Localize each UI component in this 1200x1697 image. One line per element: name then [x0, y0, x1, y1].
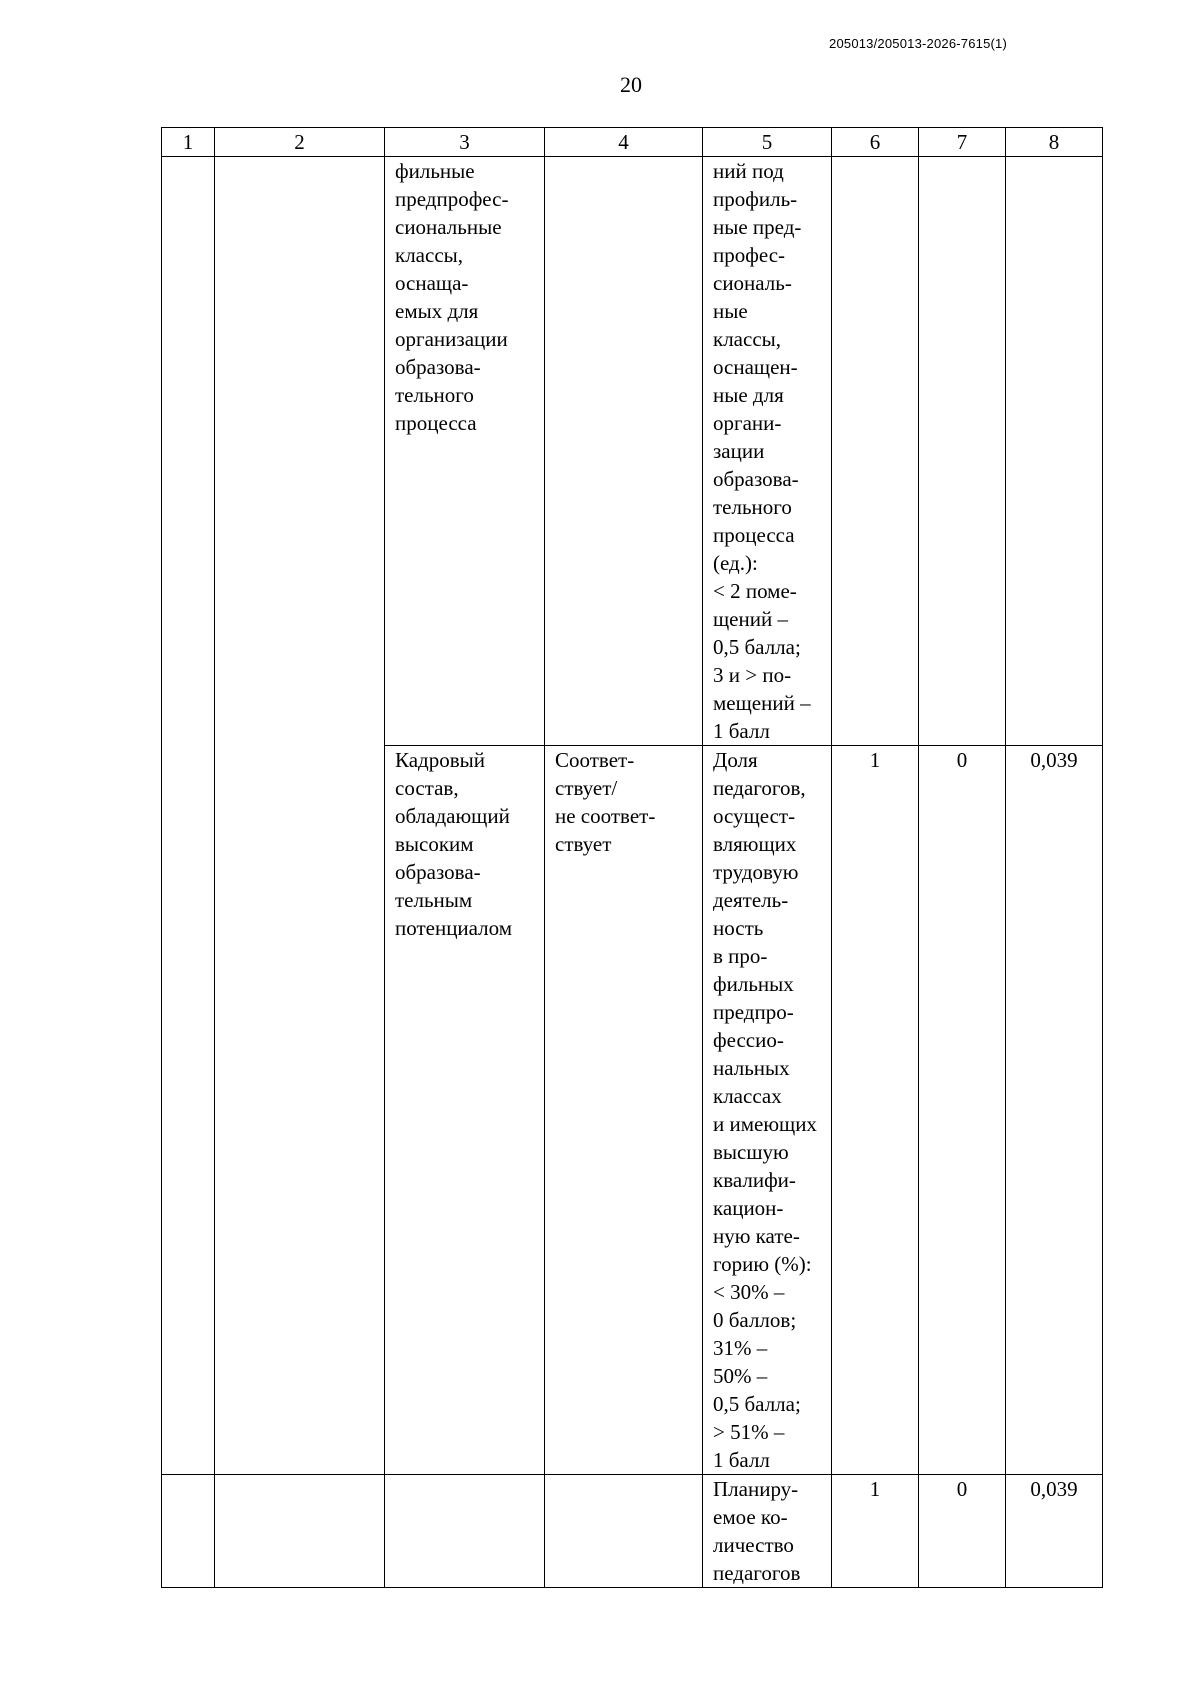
cell-weight [1006, 157, 1103, 746]
cell-assessment: Соответ- ствует/ не соответ- ствует [545, 746, 703, 1475]
cell-weight: 0,039 [1006, 746, 1103, 1475]
cell-value-7 [919, 157, 1006, 746]
column-header-1: 1 [162, 128, 215, 157]
cell-assessment [545, 157, 703, 746]
column-header-5: 5 [703, 128, 832, 157]
cell-indicator: Планиру- емое ко- личество педагогов [703, 1475, 832, 1588]
column-header-2: 2 [215, 128, 385, 157]
column-header-7: 7 [919, 128, 1006, 157]
cell-weight: 0,039 [1006, 1475, 1103, 1588]
cell-criterion: Кадровый состав, обладающий высоким образова- тельным потенциалом [385, 746, 545, 1475]
cell-col1 [162, 1475, 215, 1588]
cell-indicator: ний под профиль- ные пред- профес- сиональ- ные классы, оснащен- ные для органи- зации образова- тельного процесса (ед.): < 2 поме- щений – 0,5 балла; 3 и > по- мещений – 1 балл [703, 157, 832, 746]
cell-col1-span [162, 157, 215, 1475]
page-number: 20 [620, 72, 642, 97]
cell-value-6: 1 [832, 746, 919, 1475]
column-header-3: 3 [385, 128, 545, 157]
cell-col2-span [215, 157, 385, 1475]
cell-value-6 [832, 157, 919, 746]
cell-value-7: 0 [919, 746, 1006, 1475]
cell-value-7: 0 [919, 1475, 1006, 1588]
cell-criterion: фильные предпрофес- сиональные классы, оснаща- емых для организации образова- тельного процесса [385, 157, 545, 746]
cell-indicator: Доля педагогов, осущест- вляющих трудовую деятель- ность в про- фильных предпро- фессио- нальных классах и имеющих высшую квалифи- кацион- ную кате- горию (%): < 30% – 0 баллов; 31% – 50% – 0,5 балла; > 51% – 1 балл [703, 746, 832, 1475]
column-number-row [162, 128, 1103, 157]
document-id: 205013/205013-2026-7615(1) [829, 36, 1007, 51]
table-row [162, 1475, 1103, 1588]
table-row [162, 157, 1103, 746]
column-header-8: 8 [1006, 128, 1103, 157]
column-header-4: 4 [545, 128, 703, 157]
cell-criterion [385, 1475, 545, 1588]
cell-value-6: 1 [832, 1475, 919, 1588]
cell-assessment [545, 1475, 703, 1588]
column-header-6: 6 [832, 128, 919, 157]
criteria-table [161, 127, 1103, 1588]
cell-col2 [215, 1475, 385, 1588]
